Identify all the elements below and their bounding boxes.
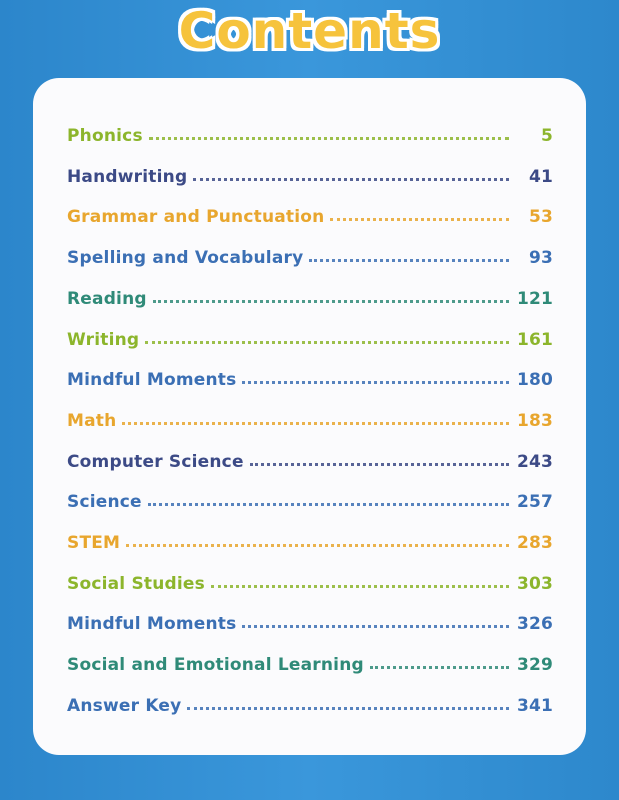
toc-entry-page: 180 (517, 370, 554, 391)
toc-entry[interactable] (67, 604, 553, 634)
leader-dots (145, 341, 509, 344)
toc-entry-page: 303 (517, 573, 554, 594)
toc-entry[interactable] (67, 442, 553, 472)
toc-entry-label: Mindful Moments (67, 370, 237, 391)
toc-entry-label: Grammar and Punctuation (67, 207, 325, 228)
toc-entry-label: STEM (67, 533, 121, 553)
leader-dots (250, 463, 509, 466)
leader-dots (309, 259, 509, 262)
leader-dots (187, 707, 509, 710)
toc-entry[interactable] (67, 564, 553, 594)
toc-entry[interactable] (67, 320, 553, 350)
toc-entry-label: Math (67, 410, 117, 431)
toc-entry-label: Science (67, 492, 142, 513)
toc-entry-page: 121 (517, 288, 554, 309)
toc-entry-label: Spelling and Vocabulary (67, 248, 304, 269)
toc-entry-page: 161 (517, 329, 554, 350)
toc-entry[interactable] (67, 686, 553, 716)
toc-entry-page: 41 (528, 166, 553, 187)
toc-entry-page: 283 (517, 533, 554, 553)
leader-dots (211, 585, 509, 588)
leader-dots (193, 178, 509, 181)
toc-entry-page: 243 (517, 451, 554, 472)
leader-dots (242, 381, 509, 384)
toc-entry-label: Phonics (67, 126, 143, 146)
toc-entry-label: Social Studies (67, 573, 205, 594)
toc-entry[interactable] (67, 197, 553, 227)
toc-entry-label: Mindful Moments (67, 614, 237, 635)
leader-dots (330, 218, 509, 221)
toc-entry-page: 53 (528, 207, 553, 228)
leader-dots (122, 422, 509, 425)
toc-entry-label: Answer Key (67, 695, 182, 716)
toc-entry[interactable] (67, 401, 553, 431)
toc-entry-page: 93 (528, 248, 553, 269)
toc-entry-label: Computer Science (67, 451, 244, 472)
leader-dots (149, 137, 509, 140)
toc-entry-page: 5 (540, 126, 553, 146)
leader-dots (370, 666, 509, 669)
toc-entry-page: 329 (517, 655, 554, 676)
toc-entry[interactable] (67, 482, 553, 512)
toc-entry-label: Reading (67, 288, 147, 309)
leader-dots (126, 544, 509, 547)
toc-entry[interactable] (67, 523, 553, 553)
toc-entry[interactable] (67, 279, 553, 309)
leader-dots (148, 503, 509, 506)
toc-entry-label: Handwriting (67, 166, 188, 187)
toc-entry[interactable] (67, 116, 553, 146)
toc-entry-page: 183 (517, 410, 554, 431)
page-title: Contents (178, 2, 441, 60)
toc-entry[interactable] (67, 360, 553, 390)
toc-entry[interactable] (67, 645, 553, 675)
toc-entry-page: 326 (517, 614, 554, 635)
contents-card (33, 78, 586, 755)
toc-entry-page: 341 (517, 695, 554, 716)
leader-dots (242, 625, 509, 628)
toc-entry-label: Social and Emotional Learning (67, 655, 364, 676)
toc-entry[interactable] (67, 157, 553, 187)
toc-entry-page: 257 (517, 492, 554, 513)
toc-entry-label: Writing (67, 329, 140, 350)
toc-entry[interactable] (67, 238, 553, 268)
leader-dots (153, 300, 509, 303)
